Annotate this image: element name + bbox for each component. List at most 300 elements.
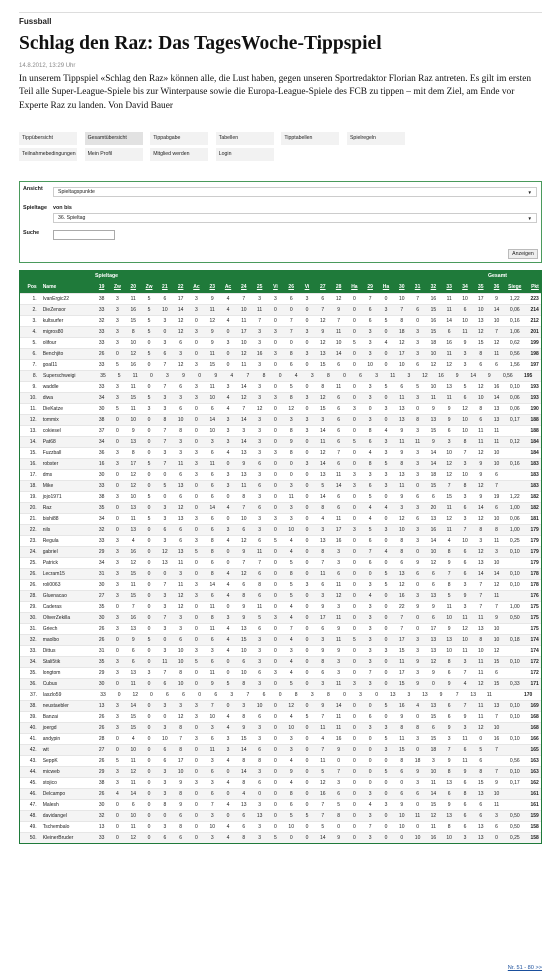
cell-day-points: 7 <box>242 560 246 566</box>
cell-day-points: 4 <box>226 637 230 643</box>
cell-name: DieKatze <box>42 406 63 412</box>
cell-day-points: 0 <box>384 626 388 632</box>
cell-day-points: 0 <box>147 417 151 423</box>
cell-day-points: 5 <box>353 439 356 445</box>
cell-day-points: 6 <box>368 439 372 445</box>
cell-day-points: 9 <box>337 307 340 313</box>
cell-day-points: 6 <box>163 296 167 302</box>
cell-day-points: 10 <box>430 351 437 357</box>
next-page-link[interactable]: Nr. 51 - 80 >> <box>507 965 542 971</box>
cell-pkt: 158 <box>530 824 539 830</box>
cell-day-points: 4 <box>321 516 325 522</box>
cell-day-points: 18 <box>430 340 437 346</box>
cell-day-points: 7 <box>495 714 498 720</box>
cell-day-points: 0 <box>337 824 340 830</box>
anzeigen-button[interactable]: Anzeigen <box>508 249 538 259</box>
cell-day-points: 0 <box>274 648 277 654</box>
cell-day-points: 0 <box>305 835 309 841</box>
cell-day-points: 16 <box>399 703 405 709</box>
cell-day-points: 3 <box>384 802 388 808</box>
cell-day-points: 27 <box>98 747 105 753</box>
cell-day-points: 8 <box>447 769 451 775</box>
chevron-down-icon: ▼ <box>527 190 532 195</box>
table-row <box>20 359 541 370</box>
cell-day-points: 15 <box>241 736 247 742</box>
cell-day-points: 6 <box>431 615 435 621</box>
cell-day-points: 12 <box>177 604 184 610</box>
cell-day-points: 3 <box>163 824 167 830</box>
col-header-day[interactable]: Ac <box>224 284 232 290</box>
cell-day-points: 3 <box>226 747 230 753</box>
cell-day-points: 9 <box>463 340 467 346</box>
cell-day-points: 26 <box>98 791 105 797</box>
cell-day-points: 6 <box>179 538 183 544</box>
cell-day-points: 3 <box>305 417 309 423</box>
cell-day-points: 6 <box>242 527 246 533</box>
cell-day-points: 11 <box>462 736 468 742</box>
cell-day-points: 9 <box>321 648 325 654</box>
cell-day-points: 12 <box>162 549 168 555</box>
cell-pos: 32. <box>29 637 37 643</box>
cell-day-points: 0 <box>147 626 151 632</box>
cell-day-points: 0 <box>384 659 388 665</box>
cell-day-points: 15 <box>493 659 500 665</box>
cell-day-points: 3 <box>337 549 340 555</box>
cell-pkt: 166 <box>530 736 539 742</box>
cell-day-points: 6 <box>337 406 340 412</box>
cell-day-points: 0 <box>274 307 277 313</box>
cell-day-points: 4 <box>368 450 372 456</box>
cell-day-points: 3 <box>163 725 167 731</box>
cell-day-points: 11 <box>162 659 168 665</box>
table-row <box>20 326 541 337</box>
cell-day-points: 34 <box>98 439 105 445</box>
cell-day-points: 11 <box>336 329 342 335</box>
cell-day-points: 0 <box>353 659 356 665</box>
cell-day-points: 0 <box>368 769 372 775</box>
cell-name: roli0063 <box>42 582 61 588</box>
nav-item[interactable]: Tippübersicht <box>19 132 77 145</box>
cell-day-points: 7 <box>289 626 293 632</box>
cell-day-points: 11 <box>209 461 215 467</box>
cell-day-points: 10 <box>130 494 137 500</box>
cell-day-points: 11 <box>130 384 136 390</box>
cell-day-points: 10 <box>493 725 500 731</box>
cell-day-points: 12 <box>399 340 405 346</box>
nav-item[interactable]: Gesamtübersicht <box>85 132 143 145</box>
cell-day-points: 0 <box>353 395 356 401</box>
cell-day-points: 30 <box>98 406 105 412</box>
cell-day-points: 4 <box>463 681 467 687</box>
cell-day-points: 12 <box>430 362 437 368</box>
cell-day-points: 7 <box>163 670 167 676</box>
cell-day-points: 3 <box>179 615 183 621</box>
table-column-header <box>20 282 541 293</box>
cell-siege <box>504 745 525 755</box>
cell-day-points: 0 <box>274 681 277 687</box>
cell-day-points: 3 <box>463 362 467 368</box>
cell-day-points: 3 <box>210 835 214 841</box>
cell-day-points: 0 <box>198 373 201 379</box>
cell-day-points: 0 <box>353 494 356 500</box>
cell-day-points: 7 <box>368 824 372 830</box>
cell-pos: 10. <box>29 395 37 401</box>
cell-day-points: 11 <box>446 351 452 357</box>
cell-day-points: 8 <box>368 428 372 434</box>
nav-item[interactable]: Spielregeln <box>347 132 405 145</box>
col-header-day[interactable]: 24 <box>241 284 247 290</box>
cell-day-points: 10 <box>462 538 468 544</box>
cell-day-points: 13 <box>430 593 437 599</box>
cell-day-points: 6 <box>463 549 467 555</box>
cell-pkt: 174 <box>530 648 539 654</box>
col-header-day[interactable]: 23 <box>209 284 215 290</box>
table-row <box>20 546 541 557</box>
cell-day-points: 0 <box>353 747 356 753</box>
cell-day-points: 3 <box>166 373 169 379</box>
cell-day-points: 3 <box>163 626 167 632</box>
cell-pkt: 172 <box>530 670 539 676</box>
cell-day-points: 6 <box>368 318 372 324</box>
col-header-day[interactable]: 30 <box>399 284 405 290</box>
cell-day-points: 3 <box>416 736 419 742</box>
cell-day-points: 6 <box>479 813 483 819</box>
cell-day-points: 3 <box>258 494 261 500</box>
nav-item[interactable]: Mitglied werden <box>150 148 208 161</box>
cell-day-points: 5 <box>147 461 151 467</box>
cell-day-points: 12 <box>399 582 405 588</box>
cell-day-points: 22 <box>399 604 405 610</box>
cell-day-points: 0 <box>368 747 372 753</box>
col-header-day[interactable]: 25 <box>256 284 263 290</box>
cell-day-points: 0 <box>163 813 167 819</box>
table-row <box>20 513 541 524</box>
cell-pkt: 178 <box>530 582 539 588</box>
cell-day-points: 8 <box>400 758 404 764</box>
cell-day-points: 3 <box>258 659 261 665</box>
cell-pkt: 158 <box>530 835 539 841</box>
cell-day-points: 0 <box>305 615 309 621</box>
spieltag-select[interactable] <box>53 213 537 223</box>
cell-day-points: 10 <box>462 428 468 434</box>
cell-day-points: 9 <box>337 648 340 654</box>
cell-day-points: 8 <box>479 351 483 357</box>
cell-name: migros80 <box>42 329 64 335</box>
cell-day-points: 3 <box>321 593 325 599</box>
cell-day-points: 5 <box>384 461 388 467</box>
cell-day-points: 10 <box>477 307 484 313</box>
nav-item[interactable]: Tabellen <box>216 132 274 145</box>
cell-day-points: 11 <box>399 736 405 742</box>
cell-day-points: 0 <box>274 417 277 423</box>
cell-day-points: 0 <box>147 758 151 764</box>
cell-day-points: 0 <box>195 505 198 511</box>
cell-day-points: 0 <box>147 648 151 654</box>
cell-name: Malesh <box>42 802 59 808</box>
cell-day-points: 3 <box>226 527 230 533</box>
cell-day-points: 5 <box>195 549 198 555</box>
cell-day-points: 5 <box>337 802 340 808</box>
cell-day-points: 3 <box>463 494 467 500</box>
cell-day-points: 7 <box>463 527 467 533</box>
nav-item[interactable]: Tippabgabe <box>150 132 208 145</box>
search-input[interactable] <box>53 230 115 240</box>
cell-day-points: 0 <box>274 758 277 764</box>
cell-day-points: 7 <box>400 307 404 313</box>
cell-pkt: 179 <box>530 538 539 544</box>
cell-day-points: 0 <box>305 483 309 489</box>
cell-name: waddle <box>42 384 59 390</box>
cell-day-points: 4 <box>226 395 230 401</box>
cell-day-points: 6 <box>337 494 340 500</box>
cell-day-points: 9 <box>131 637 135 643</box>
cell-day-points: 8 <box>337 813 340 819</box>
cell-day-points: 11 <box>446 307 452 313</box>
cell-day-points: 0 <box>384 395 388 401</box>
cell-day-points: 0 <box>305 494 309 500</box>
cell-siege: 0,12 <box>509 439 520 445</box>
cell-day-points: 6 <box>337 505 340 511</box>
ansicht-select[interactable] <box>53 187 537 197</box>
col-header-day[interactable]: Ha <box>382 284 390 290</box>
col-header-day[interactable]: 27 <box>320 284 326 290</box>
cell-name: stojico <box>42 780 57 786</box>
cell-name: Benchjito <box>42 351 64 357</box>
col-header-day[interactable]: Ac <box>193 284 200 290</box>
cell-pkt: 168 <box>530 714 539 720</box>
cell-day-points: 6 <box>463 571 467 577</box>
col-header-day[interactable]: 26 <box>288 284 294 290</box>
cell-day-points: 0 <box>368 571 372 577</box>
cell-day-points: 0 <box>274 560 277 566</box>
cell-day-points: 10 <box>367 362 373 368</box>
cell-day-points: 3 <box>416 351 419 357</box>
cell-day-points: 6 <box>179 494 183 500</box>
cell-day-points: 26 <box>98 714 105 720</box>
table-row <box>20 491 541 502</box>
cell-day-points: 7 <box>246 692 250 698</box>
cell-day-points: 6 <box>447 791 451 797</box>
cell-day-points: 0 <box>116 802 119 808</box>
col-header-day[interactable]: 36 <box>493 284 500 290</box>
cell-pos: 29. <box>29 604 37 610</box>
cell-siege: 0,10 <box>509 571 520 577</box>
cell-day-points: 11 <box>130 758 136 764</box>
cell-day-points: 0 <box>274 527 277 533</box>
cell-day-points: 3 <box>384 472 388 478</box>
nav-item[interactable]: Mein Profil <box>85 148 143 161</box>
col-header-day[interactable]: 21 <box>162 284 168 290</box>
cell-day-points: 7 <box>321 802 325 808</box>
col-header-day[interactable]: 29 <box>367 284 373 290</box>
cell-day-points: 5 <box>384 703 388 709</box>
cell-day-points: 33 <box>98 483 105 489</box>
cell-siege: 0,16 <box>509 318 520 324</box>
cell-day-points: 8 <box>400 461 404 467</box>
cell-day-points: 4 <box>226 505 230 511</box>
cell-day-points: 16 <box>320 791 326 797</box>
cell-day-points: 13 <box>477 318 484 324</box>
cell-day-points: 6 <box>368 483 372 489</box>
cell-day-points: 3 <box>210 725 214 731</box>
col-header-day[interactable]: Vi <box>304 284 310 290</box>
col-header-day[interactable]: 20 <box>130 284 137 290</box>
cell-day-points: 7 <box>495 769 498 775</box>
cell-day-points: 27 <box>98 593 105 599</box>
cell-day-points: 12 <box>430 560 437 566</box>
cell-day-points: 4 <box>226 318 230 324</box>
cell-pkt: 169 <box>530 703 539 709</box>
cell-day-points: 5 <box>147 637 151 643</box>
cell-day-points: 5 <box>289 593 293 599</box>
cell-day-points: 15 <box>477 340 484 346</box>
cell-day-points: 3 <box>463 659 467 665</box>
cell-day-points: 9 <box>242 549 246 555</box>
cell-day-points: 8 <box>242 593 246 599</box>
cell-day-points: 7 <box>368 296 372 302</box>
cell-day-points: 0 <box>375 692 379 698</box>
cell-day-points: 10 <box>477 648 484 654</box>
col-header-day[interactable]: 31 <box>414 284 421 290</box>
cell-day-points: 0 <box>147 439 151 445</box>
table-row <box>20 414 541 425</box>
cell-day-points: 6 <box>321 296 325 302</box>
cell-day-points: 6 <box>289 362 293 368</box>
cell-day-points: 30 <box>98 615 105 621</box>
cell-day-points: 0 <box>368 736 372 742</box>
table-row <box>20 590 541 601</box>
cell-day-points: 6 <box>368 714 372 720</box>
cell-day-points: 8 <box>242 780 246 786</box>
cell-day-points: 3 <box>258 835 261 841</box>
nav-item[interactable]: Login <box>216 148 274 161</box>
cell-day-points: 12 <box>241 351 247 357</box>
cell-day-points: 3 <box>353 406 356 412</box>
cell-siege: 1,00 <box>509 527 520 533</box>
cell-day-points: 3 <box>116 450 119 456</box>
cell-day-points: 6 <box>179 637 183 643</box>
cell-day-points: 5 <box>147 329 151 335</box>
cell-day-points: 11 <box>399 483 405 489</box>
cell-siege <box>504 426 525 436</box>
cell-day-points: 0 <box>384 835 388 841</box>
cell-day-points: 3 <box>116 714 119 720</box>
cell-day-points: 0 <box>147 428 151 434</box>
cell-day-points: 11 <box>336 582 342 588</box>
col-header-day[interactable]: 19 <box>98 284 105 290</box>
cell-day-points: 11 <box>130 582 136 588</box>
col-header-day[interactable]: Zw <box>113 284 121 290</box>
cell-day-points: 10 <box>446 615 452 621</box>
cell-day-points: 3 <box>495 813 498 819</box>
cell-day-points: 10 <box>288 824 294 830</box>
cell-pkt: 182 <box>530 505 539 511</box>
cell-name: nils <box>42 527 51 533</box>
cell-day-points: 19 <box>493 494 500 500</box>
cell-day-points: 13 <box>399 417 405 423</box>
col-header-day[interactable]: 35 <box>477 284 484 290</box>
cell-day-points: 3 <box>447 439 451 445</box>
cell-day-points: 3 <box>305 351 309 357</box>
cell-day-points: 3 <box>116 769 119 775</box>
col-header-day[interactable]: 28 <box>335 284 342 290</box>
cell-day-points: 11 <box>430 824 436 830</box>
cell-day-points: 17 <box>399 670 405 676</box>
cell-day-points: 3 <box>195 516 198 522</box>
cell-pkt: 197 <box>530 362 539 368</box>
cell-siege <box>504 448 525 458</box>
cell-day-points: 8 <box>495 527 498 533</box>
cell-day-points: 3 <box>368 329 372 335</box>
cell-pos: 40. <box>29 725 37 731</box>
cell-pkt: 172 <box>530 659 539 665</box>
col-header-day[interactable]: 22 <box>177 284 184 290</box>
cell-day-points: 0 <box>147 362 151 368</box>
cell-day-points: 6 <box>447 714 451 720</box>
cell-day-points: 3 <box>353 681 356 687</box>
cell-day-points: 4 <box>226 296 230 302</box>
col-header-day[interactable]: 32 <box>430 284 437 290</box>
cell-day-points: 38 <box>98 296 105 302</box>
cell-day-points: 3 <box>163 703 167 709</box>
cell-day-points: 0 <box>416 318 419 324</box>
cell-day-points: 9 <box>210 329 214 335</box>
cell-name: micweb <box>42 769 60 775</box>
cell-day-points: 14 <box>209 582 215 588</box>
cell-day-points: 6 <box>463 824 467 830</box>
cell-day-points: 11 <box>336 615 342 621</box>
cell-day-points: 3 <box>210 648 214 654</box>
cell-pkt: 183 <box>530 483 539 489</box>
col-header-day[interactable]: Vi <box>273 284 278 290</box>
cell-day-points: 3 <box>359 692 362 698</box>
cell-day-points: 11 <box>209 307 215 313</box>
cell-day-points: 10 <box>162 307 168 313</box>
cell-day-points: 0 <box>147 472 151 478</box>
cell-day-points: 0 <box>274 747 277 753</box>
cell-day-points: 0 <box>305 736 309 742</box>
cell-day-points: 8 <box>262 373 266 379</box>
col-header-day[interactable]: Ha <box>351 284 358 290</box>
cell-day-points: 9 <box>447 725 451 731</box>
cell-day-points: 0 <box>343 373 346 379</box>
cell-day-points: 0 <box>305 406 309 412</box>
cell-day-points: 11 <box>399 659 405 665</box>
cell-day-points: 3 <box>416 780 419 786</box>
cell-day-points: 5 <box>447 593 451 599</box>
cell-pkt: 178 <box>530 571 539 577</box>
nav-item[interactable]: Teilnahmebedingungen <box>19 148 77 161</box>
cell-day-points: 0 <box>305 472 309 478</box>
col-header-day[interactable]: Zw <box>145 284 153 290</box>
cell-day-points: 3 <box>195 736 198 742</box>
cell-day-points: 11 <box>209 604 215 610</box>
cell-siege: 0,17 <box>509 780 520 786</box>
cell-day-points: 8 <box>479 769 483 775</box>
cell-day-points: 3 <box>258 384 261 390</box>
cell-day-points: 4 <box>289 604 293 610</box>
nav-item[interactable]: Tipptabellen <box>281 132 339 145</box>
cell-day-points: 38 <box>98 494 105 500</box>
cell-day-points: 5 <box>147 395 151 401</box>
cell-day-points: 17 <box>430 626 437 632</box>
cell-day-points: 3 <box>116 626 119 632</box>
col-header-day[interactable]: 33 <box>446 284 452 290</box>
cell-day-points: 0 <box>274 439 277 445</box>
col-header-siege[interactable]: Siege <box>508 284 522 290</box>
col-header-day[interactable]: 34 <box>462 284 468 290</box>
cell-day-points: 11 <box>414 813 421 819</box>
